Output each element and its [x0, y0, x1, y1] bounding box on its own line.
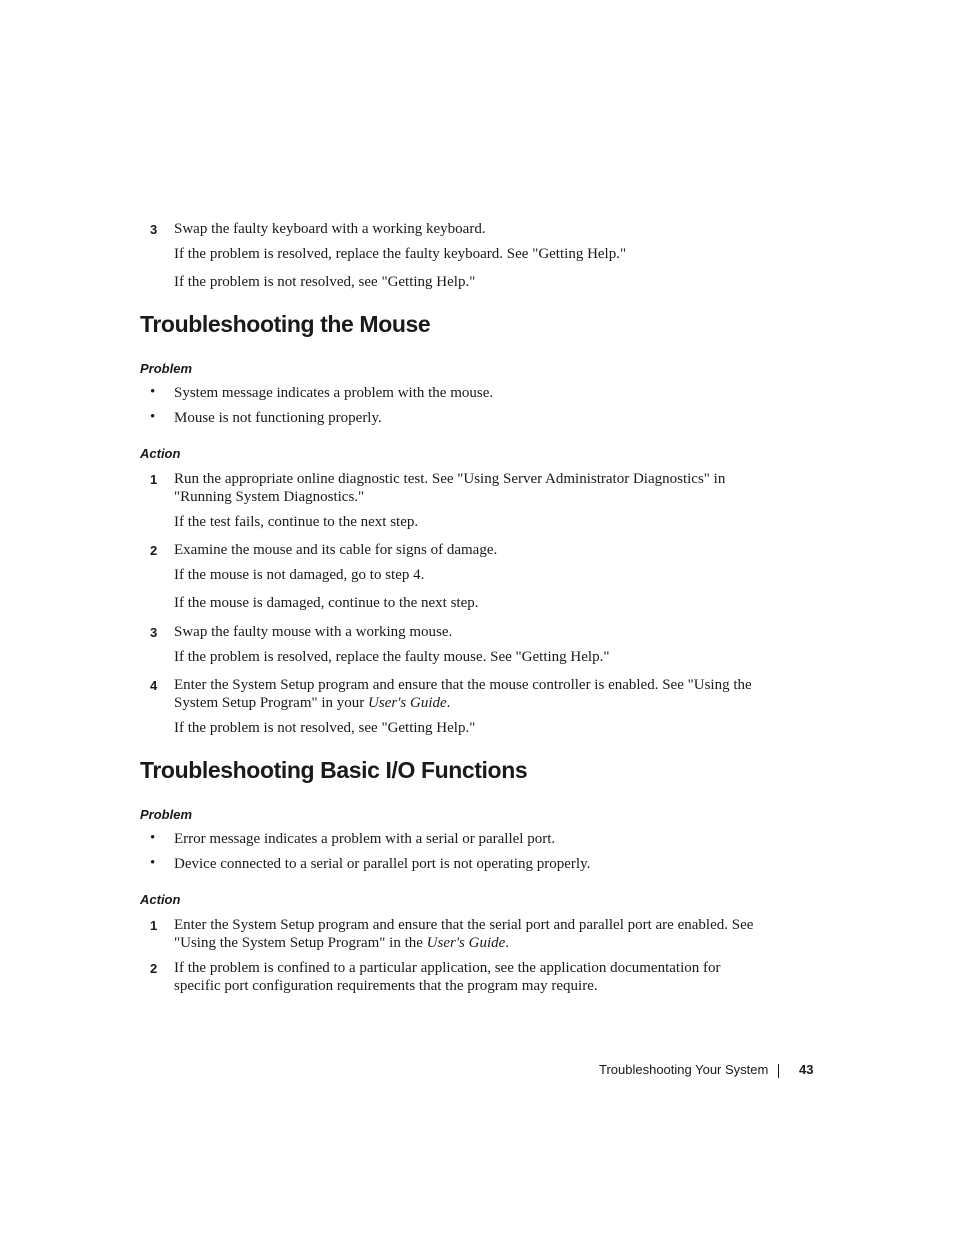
- step-number: 3: [150, 625, 158, 640]
- page-number: 43: [799, 1062, 814, 1077]
- step-text: If the problem is confined to a particular application, see the application documentation for specific port configuration requirements that the program may require.: [174, 960, 721, 994]
- step-text: Run the appropriate online diagnostic test. See "Using Server Administrator Diagnostics" in "Running System Diagnostics.": [174, 471, 726, 505]
- step-number: 4: [150, 678, 158, 693]
- step-note: If the problem is resolved, replace the faulty keyboard. See "Getting Help.": [174, 246, 627, 262]
- guide-title: User's Guide: [426, 935, 506, 951]
- step-text: Enter the System Setup program and ensure that the mouse controller is enabled. See "Using the System Setup Program" in your User's Guide.: [174, 677, 752, 711]
- step-number: 2: [150, 961, 158, 976]
- step-number: 3: [150, 222, 158, 237]
- problem-item: System message indicates a problem with the mouse.: [174, 385, 494, 401]
- section-heading-io: Troubleshooting Basic I/O Functions: [140, 757, 528, 783]
- step-note: If the test fails, continue to the next step.: [174, 514, 419, 530]
- step-number: 1: [150, 472, 158, 487]
- step-note: If the problem is not resolved, see "Getting Help.": [174, 720, 476, 736]
- footer-section-title: Troubleshooting Your System: [599, 1062, 769, 1077]
- step-note: If the problem is resolved, replace the faulty mouse. See "Getting Help.": [174, 649, 610, 665]
- step-text: Swap the faulty mouse with a working mouse.: [174, 624, 453, 640]
- bullet: •: [150, 409, 156, 425]
- section-heading-mouse: Troubleshooting the Mouse: [140, 311, 431, 337]
- step-text: Enter the System Setup program and ensure that the serial port and parallel port are enabled. See "Using the System Setup Program" in the User's Guide.: [174, 917, 754, 951]
- step-number: 1: [150, 918, 158, 933]
- guide-title: User's Guide: [368, 695, 447, 711]
- step-text: Examine the mouse and its cable for signs of damage.: [174, 542, 498, 558]
- bullet: •: [150, 384, 156, 400]
- problem-item: Mouse is not functioning properly.: [174, 410, 382, 426]
- problem-label: Problem: [140, 807, 193, 822]
- action-label: Action: [140, 446, 181, 461]
- step-text: Swap the faulty keyboard with a working keyboard.: [174, 221, 486, 237]
- step-note: If the mouse is damaged, continue to the next step.: [174, 595, 479, 611]
- problem-item: Error message indicates a problem with a serial or parallel port.: [174, 831, 556, 847]
- step-note: If the problem is not resolved, see "Getting Help.": [174, 274, 476, 290]
- step-number: 2: [150, 543, 158, 558]
- bullet: •: [150, 830, 156, 846]
- bullet: •: [150, 855, 156, 871]
- action-label: Action: [140, 892, 181, 907]
- problem-item: Device connected to a serial or parallel port is not operating properly.: [174, 856, 591, 872]
- problem-label: Problem: [140, 361, 193, 376]
- step-note: If the mouse is not damaged, go to step 4.: [174, 567, 425, 583]
- footer-divider: [778, 1064, 779, 1078]
